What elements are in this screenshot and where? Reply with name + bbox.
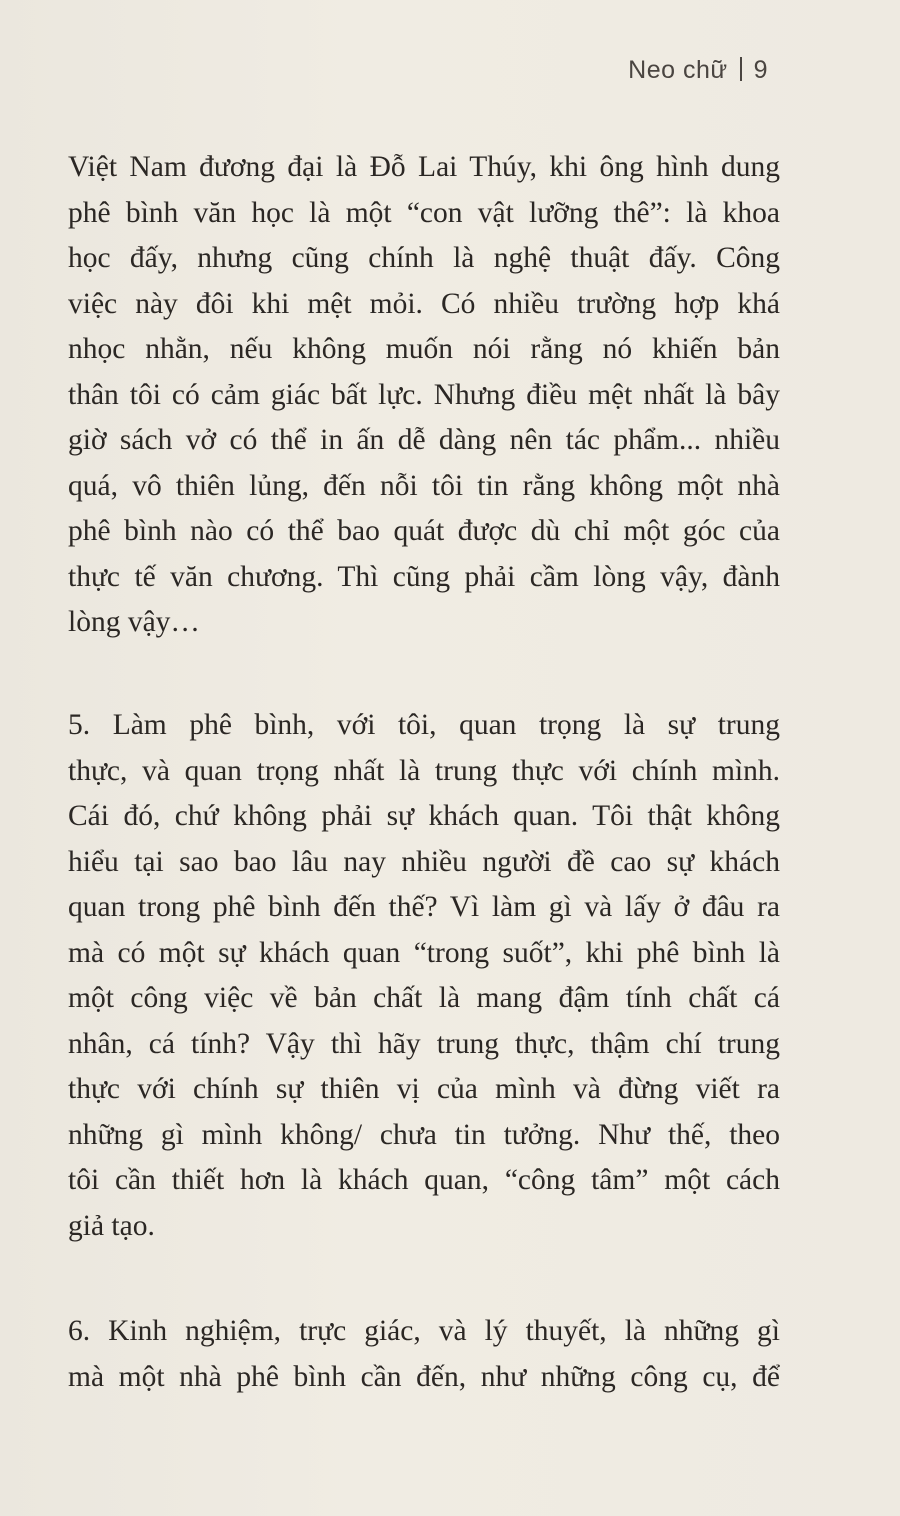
text-line: học đấy, nhưng cũng chính là nghệ thuật đấy. Công: [68, 242, 780, 274]
text-line: thực, và quan trọng nhất là trung thực với chính mình.: [68, 754, 780, 787]
text-line: giả tạo.: [68, 1209, 155, 1242]
paragraph-1: [68, 145, 780, 646]
paragraph-2: [68, 703, 780, 1249]
book-title: Neo chữ: [628, 56, 728, 84]
text-line: tôi cần thiết hơn là khách quan, “công tâm” một cách: [68, 1164, 780, 1196]
text-line: Việt Nam đương đại là Đỗ Lai Thúy, khi ông hình dung: [68, 151, 780, 183]
text-line: 6. Kinh nghiệm, trực giác, và lý thuyết, là những gì: [68, 1315, 780, 1347]
header-separator: [740, 57, 742, 81]
text-line: giờ sách vở có thể in ấn dễ dàng nên tác phẩm... nhiều: [68, 424, 780, 456]
text-line: 5. Làm phê bình, với tôi, quan trọng là sự trung: [68, 709, 780, 741]
text-line: mà có một sự khách quan “trong suốt”, khi phê bình là: [68, 936, 780, 969]
text-line: nhọc nhằn, nếu không muốn nói rằng nó khiến bản: [68, 333, 780, 365]
text-line: thân tôi có cảm giác bất lực. Nhưng điều mệt nhất là bây: [68, 378, 780, 411]
text-line: những gì mình không/ chưa tin tưởng. Như thế, theo: [68, 1118, 780, 1151]
text-line: quá, vô thiên lủng, đến nỗi tôi tin rằng không một nhà: [68, 469, 780, 502]
text-line: lòng vậy…: [68, 606, 200, 638]
text-line: quan trong phê bình đến thế? Vì làm gì và lấy ở đâu ra: [68, 891, 780, 923]
text-line: Cái đó, chứ không phải sự khách quan. Tôi thật không: [68, 800, 780, 832]
text-line: một công việc về bản chất là mang đậm tính chất cá: [68, 982, 780, 1014]
text-line: thực với chính sự thiên vị của mình và đừng viết ra: [68, 1073, 780, 1105]
text-line: nhân, cá tính? Vậy thì hãy trung thực, thậm chí trung: [68, 1027, 780, 1060]
text-line: hiểu tại sao bao lâu nay nhiều người đề cao sự khách: [68, 845, 780, 878]
page-number: 9: [753, 56, 768, 84]
text-line: mà một nhà phê bình cần đến, như những công cụ, để: [68, 1360, 780, 1393]
running-head: [628, 56, 768, 85]
text-line: phê bình nào có thể bao quát được dù chỉ một góc của: [68, 515, 780, 547]
paragraph-3: [68, 1309, 780, 1400]
text-line: phê bình văn học là một “con vật lưỡng thê”: là khoa: [68, 196, 780, 229]
text-line: thực tế văn chương. Thì cũng phải cầm lòng vậy, đành: [68, 560, 780, 593]
text-line: việc này đôi khi mệt mỏi. Có nhiều trường hợp khá: [68, 287, 780, 320]
